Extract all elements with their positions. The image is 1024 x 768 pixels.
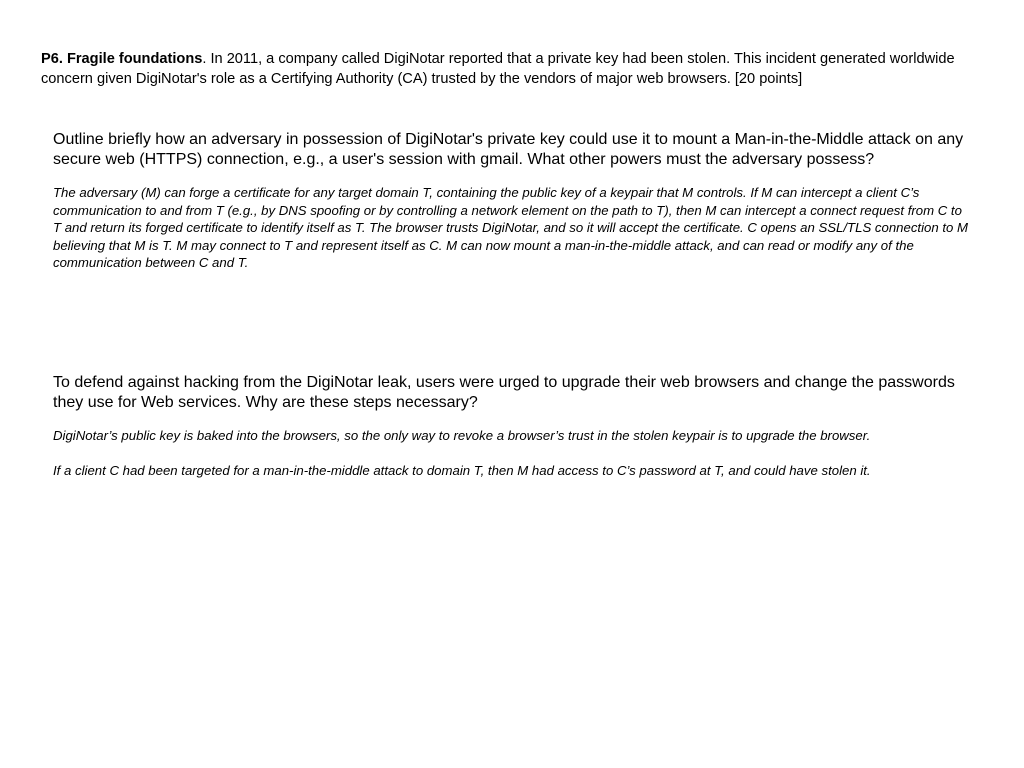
answer-1: The adversary (M) can forge a certificate for any target domain T, containing the public key of a keypair that M controls. If M can intercept a client C’s communication to and from T (e.g., by DNS spoofing or by controlling a network element on the path to T), then M can intercept a connect request from C to T and return its forged certificate to identify itself as T. The browser trusts DigiNotar, and so it will accept the certificate. C opens an SSL/TLS connection to M believing that M is T. M may connect to T and represent itself as C. M can now mount a man-in-the-middle attack, and can read or modify any of the communication between C and T. [53,185,969,270]
problem-statement [41,49,991,89]
question-2: To defend against hacking from the DigiNotar leak, users were urged to upgrade their web browsers and change the passwords they use for Web services. Why are these steps necessary? [53,374,955,411]
question-1: Outline briefly how an adversary in possession of DigiNotar's private key could use it to mount a Man-in-the-Middle attack on any secure web (HTTPS) connection, e.g., a user's session with gmail. What other powers must the adversary possess? [53,131,964,168]
problem-intro: . In 2011, a company called DigiNotar reported that a private key had been stolen. This incident generated worldwide concern given DigiNotar's role as a Certifying Authority (CA) trusted by the vendors of major web browsers. [20 points] [41,51,955,87]
answer-2a: DigiNotar’s public key is baked into the browsers, so the only way to revoke a browser’s trust in the stolen keypair is to upgrade the browser. [53,428,871,443]
problem-title: P6. Fragile foundations [41,51,203,67]
answer-2b: If a client C had been targeted for a man-in-the-middle attack to domain T, then M had access to C’s password at T, and could have stolen it. [53,463,871,478]
